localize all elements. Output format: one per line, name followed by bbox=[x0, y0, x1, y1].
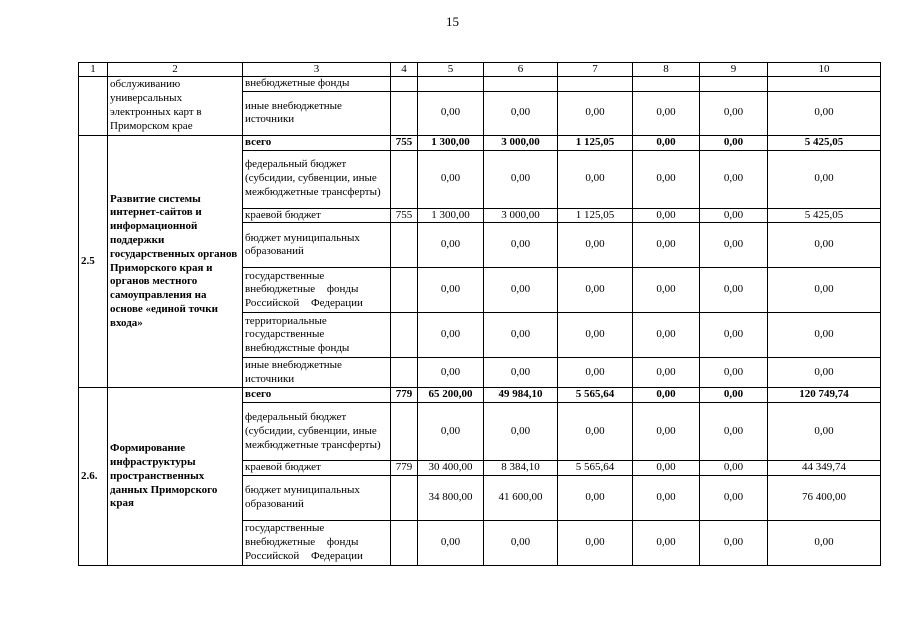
value-cell: 0,00 bbox=[768, 268, 881, 313]
value-cell: 0,00 bbox=[418, 313, 484, 358]
value-cell: 0,00 bbox=[633, 150, 700, 208]
item-number: 2.5 bbox=[79, 135, 108, 388]
value-cell bbox=[418, 77, 484, 92]
value-cell: 8 384,10 bbox=[484, 461, 558, 476]
code-cell: 755 bbox=[391, 135, 418, 150]
value-cell bbox=[558, 77, 633, 92]
code-cell bbox=[391, 520, 418, 565]
table-row bbox=[79, 77, 881, 92]
value-cell: 0,00 bbox=[700, 388, 768, 403]
value-cell: 76 400,00 bbox=[768, 475, 881, 520]
header-cell: 6 bbox=[484, 63, 558, 77]
value-cell: 3 000,00 bbox=[484, 135, 558, 150]
value-cell: 65 200,00 bbox=[418, 388, 484, 403]
funding-source: всего bbox=[243, 388, 391, 403]
value-cell: 0,00 bbox=[484, 91, 558, 135]
budget-table bbox=[78, 62, 881, 566]
header-cell: 7 bbox=[558, 63, 633, 77]
value-cell bbox=[484, 77, 558, 92]
value-cell: 5 565,64 bbox=[558, 461, 633, 476]
value-cell: 0,00 bbox=[768, 150, 881, 208]
value-cell: 5 425,05 bbox=[768, 208, 881, 223]
value-cell: 5 425,05 bbox=[768, 135, 881, 150]
funding-source: краевой бюджет bbox=[243, 208, 391, 223]
header-cell: 1 bbox=[79, 63, 108, 77]
item-number: 2.6. bbox=[79, 388, 108, 566]
value-cell: 0,00 bbox=[700, 91, 768, 135]
value-cell: 0,00 bbox=[484, 358, 558, 388]
value-cell bbox=[700, 77, 768, 92]
value-cell: 0,00 bbox=[633, 388, 700, 403]
value-cell: 0,00 bbox=[633, 313, 700, 358]
code-cell bbox=[391, 268, 418, 313]
header-cell: 4 bbox=[391, 63, 418, 77]
value-cell: 0,00 bbox=[700, 208, 768, 223]
value-cell: 41 600,00 bbox=[484, 475, 558, 520]
value-cell: 0,00 bbox=[558, 475, 633, 520]
item-name: Развитие системы интернет-сайтов и информационной поддержки государственных органов Приморского края и органов местного самоуправления на основе «единой точки входа» bbox=[108, 135, 243, 388]
header-cell: 2 bbox=[108, 63, 243, 77]
header-cell: 9 bbox=[700, 63, 768, 77]
code-cell bbox=[391, 91, 418, 135]
value-cell: 0,00 bbox=[418, 358, 484, 388]
code-cell bbox=[391, 475, 418, 520]
value-cell: 3 000,00 bbox=[484, 208, 558, 223]
value-cell: 0,00 bbox=[633, 223, 700, 268]
code-cell: 755 bbox=[391, 208, 418, 223]
funding-source: государственные внебюджетные фонды Российской Федерации bbox=[243, 268, 391, 313]
funding-source: краевой бюджет bbox=[243, 461, 391, 476]
funding-source: всего bbox=[243, 135, 391, 150]
header-cell: 5 bbox=[418, 63, 484, 77]
value-cell: 0,00 bbox=[558, 313, 633, 358]
value-cell bbox=[768, 77, 881, 92]
funding-source: бюджет муниципальных образований bbox=[243, 223, 391, 268]
value-cell: 0,00 bbox=[633, 268, 700, 313]
value-cell: 0,00 bbox=[558, 91, 633, 135]
value-cell: 49 984,10 bbox=[484, 388, 558, 403]
value-cell: 0,00 bbox=[418, 150, 484, 208]
value-cell: 0,00 bbox=[418, 91, 484, 135]
value-cell: 0,00 bbox=[700, 268, 768, 313]
item-name: Формирование инфраструктуры пространственных данных Приморского края bbox=[108, 388, 243, 566]
header-cell: 10 bbox=[768, 63, 881, 77]
funding-source: федеральный бюджет (субсидии, субвенции, иные межбюджетные трансферты) bbox=[243, 150, 391, 208]
value-cell: 0,00 bbox=[768, 91, 881, 135]
value-cell: 0,00 bbox=[700, 223, 768, 268]
code-cell bbox=[391, 223, 418, 268]
value-cell: 0,00 bbox=[484, 150, 558, 208]
value-cell: 0,00 bbox=[768, 403, 881, 461]
value-cell: 30 400,00 bbox=[418, 461, 484, 476]
code-cell bbox=[391, 77, 418, 92]
header-cell: 8 bbox=[633, 63, 700, 77]
funding-source: иные внебюджетные источники bbox=[243, 358, 391, 388]
value-cell: 0,00 bbox=[484, 313, 558, 358]
value-cell: 0,00 bbox=[633, 135, 700, 150]
value-cell: 0,00 bbox=[418, 403, 484, 461]
value-cell: 5 565,64 bbox=[558, 388, 633, 403]
value-cell: 0,00 bbox=[418, 268, 484, 313]
value-cell: 0,00 bbox=[484, 268, 558, 313]
value-cell: 0,00 bbox=[768, 313, 881, 358]
value-cell: 0,00 bbox=[700, 475, 768, 520]
funding-source: иные внебюджетные источники bbox=[243, 91, 391, 135]
value-cell: 0,00 bbox=[633, 520, 700, 565]
item-number bbox=[79, 77, 108, 136]
value-cell bbox=[633, 77, 700, 92]
page-number: 15 bbox=[446, 14, 459, 29]
table-row bbox=[79, 135, 881, 150]
value-cell: 0,00 bbox=[418, 520, 484, 565]
value-cell: 1 125,05 bbox=[558, 208, 633, 223]
code-cell bbox=[391, 150, 418, 208]
value-cell: 0,00 bbox=[558, 150, 633, 208]
funding-source: государственные внебюджетные фонды Российской Федерации bbox=[243, 520, 391, 565]
value-cell: 0,00 bbox=[633, 91, 700, 135]
value-cell: 0,00 bbox=[700, 403, 768, 461]
value-cell: 0,00 bbox=[633, 403, 700, 461]
value-cell: 0,00 bbox=[484, 403, 558, 461]
value-cell: 0,00 bbox=[700, 358, 768, 388]
value-cell: 0,00 bbox=[558, 403, 633, 461]
funding-source: внебюджетные фонды bbox=[243, 77, 391, 92]
value-cell: 0,00 bbox=[558, 223, 633, 268]
header-row bbox=[79, 63, 881, 77]
value-cell: 0,00 bbox=[700, 313, 768, 358]
value-cell: 0,00 bbox=[700, 135, 768, 150]
value-cell: 0,00 bbox=[633, 358, 700, 388]
value-cell: 0,00 bbox=[558, 268, 633, 313]
value-cell: 44 349,74 bbox=[768, 461, 881, 476]
value-cell: 0,00 bbox=[418, 223, 484, 268]
value-cell: 0,00 bbox=[558, 520, 633, 565]
value-cell: 0,00 bbox=[700, 520, 768, 565]
value-cell: 0,00 bbox=[768, 520, 881, 565]
code-cell: 779 bbox=[391, 461, 418, 476]
value-cell: 0,00 bbox=[484, 223, 558, 268]
value-cell: 0,00 bbox=[633, 475, 700, 520]
value-cell: 0,00 bbox=[558, 358, 633, 388]
value-cell: 0,00 bbox=[700, 150, 768, 208]
code-cell bbox=[391, 403, 418, 461]
value-cell: 0,00 bbox=[700, 461, 768, 476]
value-cell: 1 300,00 bbox=[418, 208, 484, 223]
value-cell: 34 800,00 bbox=[418, 475, 484, 520]
value-cell: 0,00 bbox=[484, 520, 558, 565]
table-row bbox=[79, 388, 881, 403]
value-cell: 120 749,74 bbox=[768, 388, 881, 403]
funding-source: территориальные государственные внебюджстные фонды bbox=[243, 313, 391, 358]
value-cell: 0,00 bbox=[768, 223, 881, 268]
funding-source: федеральный бюджет (субсидии, субвенции, иные межбюджетные трансферты) bbox=[243, 403, 391, 461]
item-name: обслуживанию универсальных электронных карт в Приморском крае bbox=[108, 77, 243, 136]
code-cell bbox=[391, 313, 418, 358]
value-cell: 1 300,00 bbox=[418, 135, 484, 150]
code-cell: 779 bbox=[391, 388, 418, 403]
value-cell: 0,00 bbox=[768, 358, 881, 388]
funding-source: бюджет муниципальных образований bbox=[243, 475, 391, 520]
value-cell: 0,00 bbox=[633, 208, 700, 223]
code-cell bbox=[391, 358, 418, 388]
value-cell: 0,00 bbox=[633, 461, 700, 476]
header-cell: 3 bbox=[243, 63, 391, 77]
value-cell: 1 125,05 bbox=[558, 135, 633, 150]
